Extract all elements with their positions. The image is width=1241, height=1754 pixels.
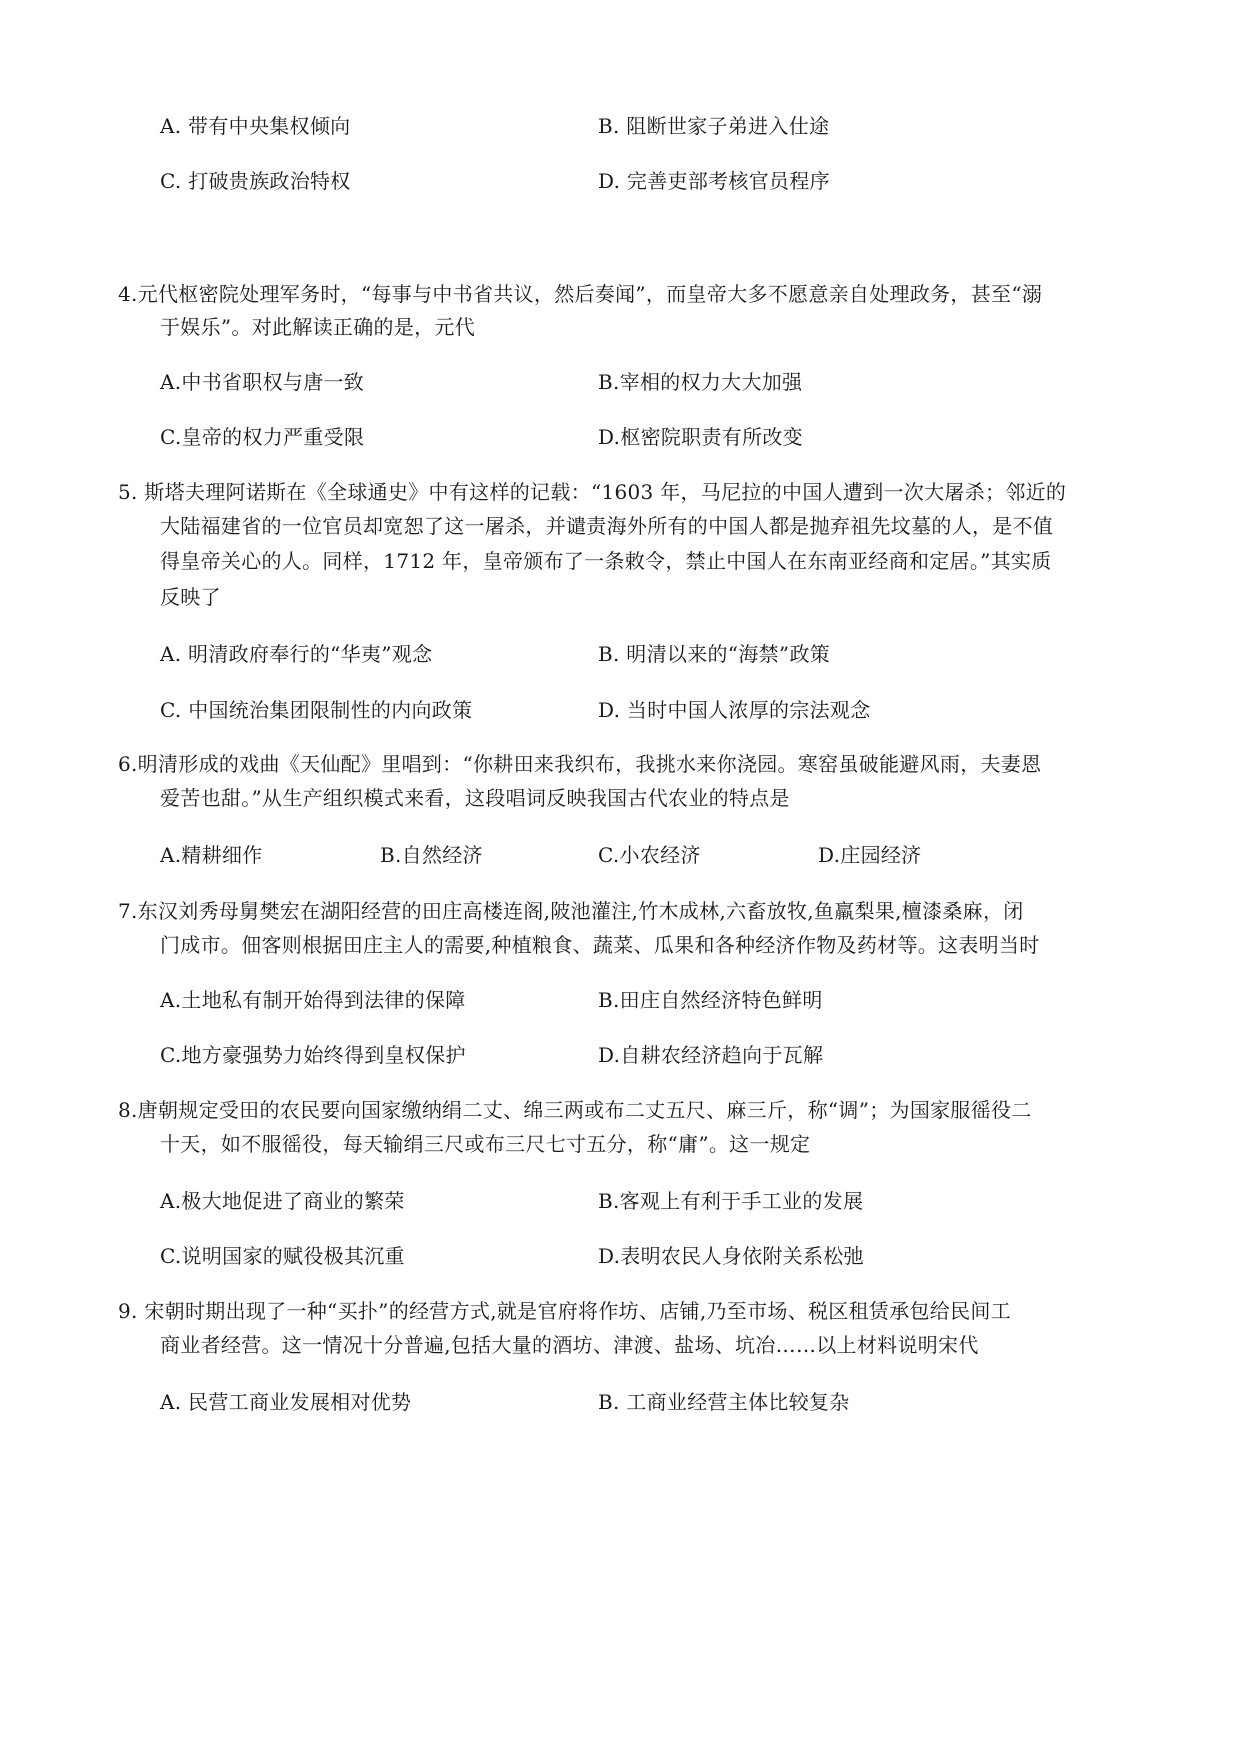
q3-option-b: B. 阻断世家子弟进入仕途 bbox=[598, 114, 830, 138]
q9-stem-line-2: 商业者经营。这一情况十分普遍,包括大量的酒坊、津渡、盐场、坑冶……以上材料说明宋代 bbox=[160, 1333, 979, 1357]
q8-stem-line-2: 十天，如不服徭役，每天输绢三尺或布三尺七寸五分，称“庸”。这一规定 bbox=[160, 1132, 811, 1156]
q5-stem-line-1: 5. 斯塔夫理阿诺斯在《全球通史》中有这样的记载：“1603 年，马尼拉的中国人遭到一次大屠杀；邻近的 bbox=[118, 480, 1067, 504]
q9-stem-line-1: 9. 宋朝时期出现了一种“买扑”的经营方式,就是官府将作坊、店铺,乃至市场、税区租赁承包给民间工 bbox=[118, 1299, 1012, 1323]
q6-option-a: A.精耕细作 bbox=[160, 843, 263, 867]
q6-option-c: C.小农经济 bbox=[598, 843, 701, 867]
q8-option-d: D.表明农民人身依附关系松弛 bbox=[598, 1244, 864, 1268]
q6-stem-line-2: 爱苦也甜。”从生产组织模式来看，这段唱词反映我国古代农业的特点是 bbox=[160, 786, 790, 810]
q8-option-a: A.极大地促进了商业的繁荣 bbox=[160, 1189, 405, 1213]
q5-stem-line-3: 得皇帝关心的人。同样，1712 年，皇帝颁布了一条敕令，禁止中国人在东南亚经商和定居。”其实质 bbox=[160, 549, 1052, 573]
q5-stem-line-2: 大陆福建省的一位官员却宽恕了这一屠杀，并谴责海外所有的中国人都是抛弃祖先坟墓的人，是不值 bbox=[160, 514, 1054, 538]
q6-option-d: D.庄园经济 bbox=[818, 843, 922, 867]
q8-option-c: C.说明国家的赋役极其沉重 bbox=[160, 1244, 405, 1268]
q3-option-d: D. 完善吏部考核官员程序 bbox=[598, 169, 830, 193]
q9-option-b: B. 工商业经营主体比较复杂 bbox=[598, 1390, 850, 1414]
q4-option-d: D.枢密院职责有所改变 bbox=[598, 425, 803, 449]
q5-option-b: B. 明清以来的“海禁”政策 bbox=[598, 642, 831, 666]
q5-option-a: A. 明清政府奉行的“华夷”观念 bbox=[160, 642, 433, 666]
q4-option-c: C.皇帝的权力严重受限 bbox=[160, 425, 365, 449]
q7-stem-line-1: 7.东汉刘秀母舅樊宏在湖阳经营的田庄高楼连阁,陂池灌注,竹木成林,六畜放牧,鱼羸梨果,檀漆桑麻，闭 bbox=[118, 899, 1024, 923]
q7-option-d: D.自耕农经济趋向于瓦解 bbox=[598, 1043, 824, 1067]
q9-option-a: A. 民营工商业发展相对优势 bbox=[160, 1390, 412, 1414]
q7-option-a: A.土地私有制开始得到法律的保障 bbox=[160, 988, 466, 1012]
q4-stem-line-2: 于娱乐”。对此解读正确的是，元代 bbox=[160, 315, 476, 339]
q8-stem-line-1: 8.唐朝规定受田的农民要向国家缴纳绢二丈、绵三两或布二丈五尺、麻三斤，称“调”；为国家服徭役二 bbox=[118, 1098, 1032, 1122]
q5-option-c: C. 中国统治集团限制性的内向政策 bbox=[160, 698, 473, 722]
q5-stem-line-4: 反映了 bbox=[160, 585, 221, 609]
q7-stem-line-2: 门成市。佃客则根据田庄主人的需要,种植粮食、蔬菜、瓜果和各种经济作物及药材等。这表明当时 bbox=[160, 933, 1040, 957]
q7-option-b: B.田庄自然经济特色鲜明 bbox=[598, 988, 823, 1012]
q8-option-b: B.客观上有利于手工业的发展 bbox=[598, 1189, 864, 1213]
q5-option-d: D. 当时中国人浓厚的宗法观念 bbox=[598, 698, 871, 722]
q4-stem-line-1: 4.元代枢密院处理军务时，“每事与中书省共议，然后奏闻”，而皇帝大多不愿意亲自处理政务，甚至“溺 bbox=[118, 282, 1043, 306]
q4-option-a: A.中书省职权与唐一致 bbox=[160, 370, 365, 394]
q4-option-b: B.宰相的权力大大加强 bbox=[598, 370, 803, 394]
q6-option-b: B.自然经济 bbox=[380, 843, 483, 867]
q3-option-c: C. 打破贵族政治特权 bbox=[160, 169, 351, 193]
q3-option-a: A. 带有中央集权倾向 bbox=[160, 114, 351, 138]
q7-option-c: C.地方豪强势力始终得到皇权保护 bbox=[160, 1043, 466, 1067]
q6-stem-line-1: 6.明清形成的戏曲《天仙配》里唱到：“你耕田来我织布，我挑水来你浇园。寒窑虽破能避风雨，夫妻恩 bbox=[118, 752, 1042, 776]
